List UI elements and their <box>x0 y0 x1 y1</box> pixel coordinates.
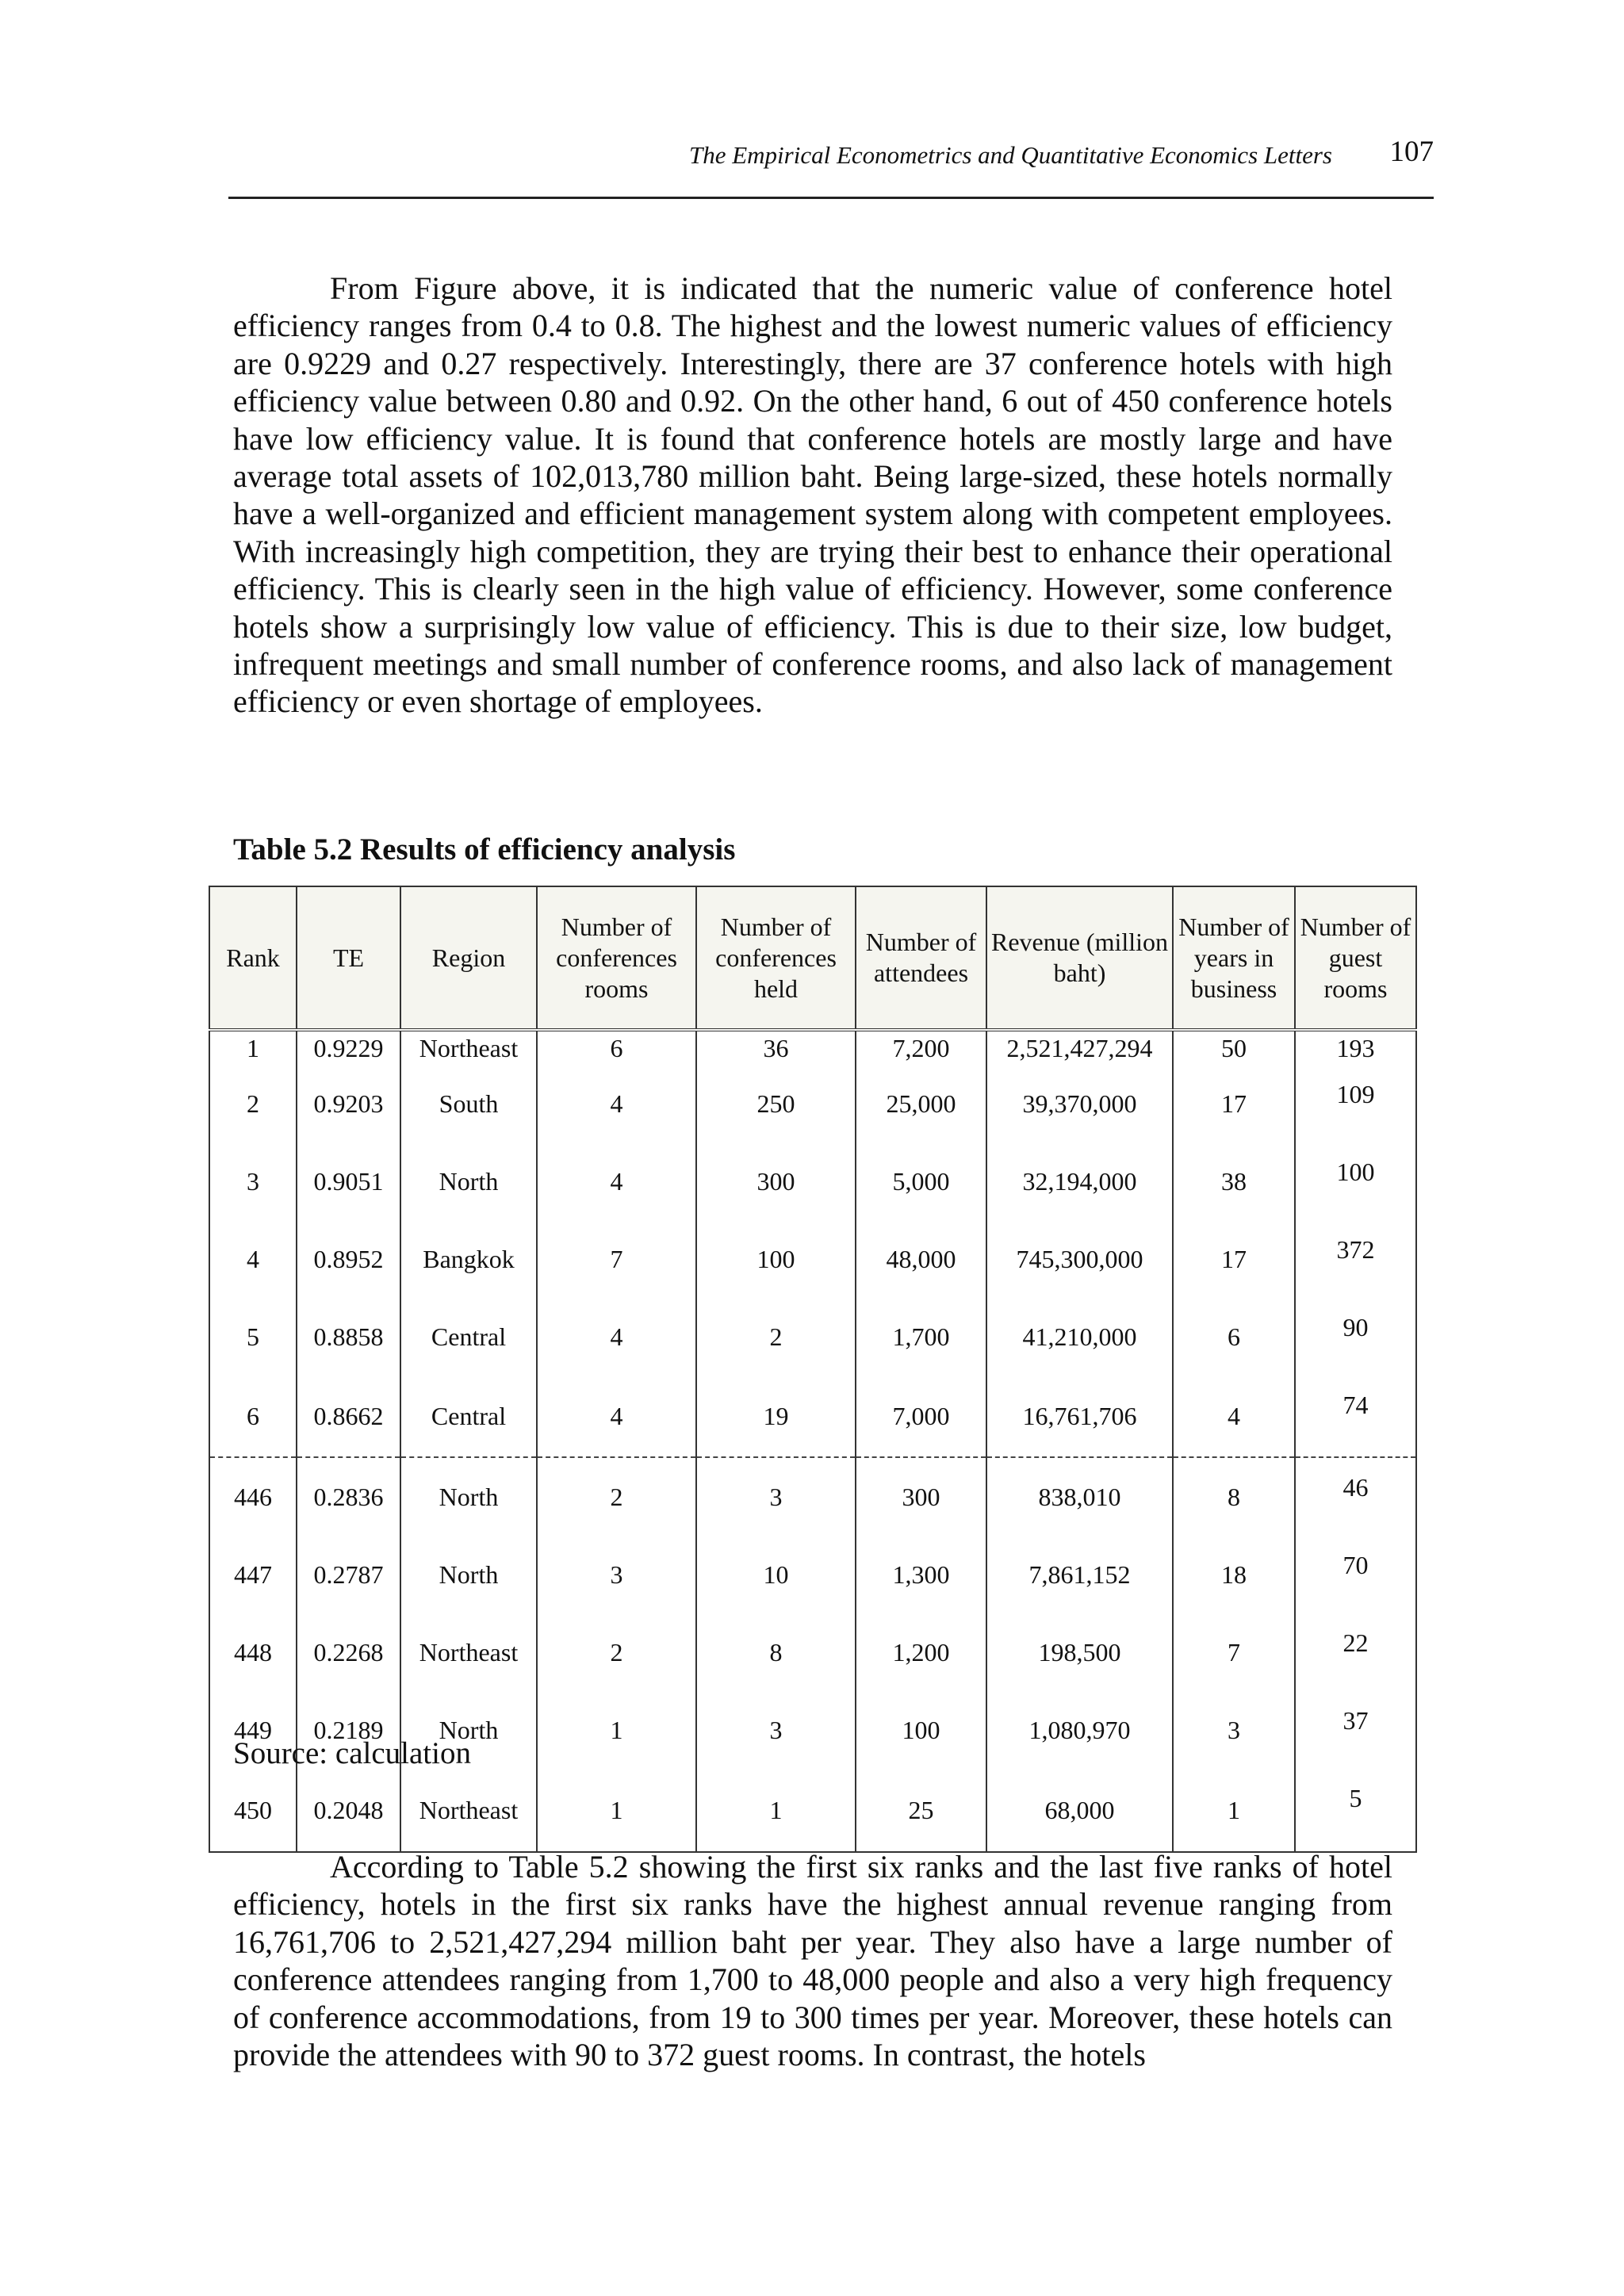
cell-conference-rooms: 4 <box>537 1298 696 1376</box>
cell-region: Northeast <box>400 1613 537 1691</box>
cell-conferences-held: 1 <box>696 1769 856 1852</box>
cell-te: 0.2048 <box>297 1769 400 1852</box>
cell-attendees: 7,000 <box>856 1376 986 1457</box>
cell-te: 0.8952 <box>297 1220 400 1298</box>
table-row <box>209 1065 1416 1142</box>
cell-guest-rooms: 193 <box>1295 1030 1416 1065</box>
cell-revenue: 1,080,970 <box>986 1691 1173 1769</box>
cell-guest-rooms: 46 <box>1295 1457 1416 1536</box>
cell-attendees: 1,300 <box>856 1536 986 1613</box>
cell-conference-rooms: 7 <box>537 1220 696 1298</box>
cell-guest-rooms: 372 <box>1295 1220 1416 1298</box>
cell-te: 0.9203 <box>297 1065 400 1142</box>
cell-conference-rooms: 2 <box>537 1613 696 1691</box>
cell-revenue: 838,010 <box>986 1457 1173 1536</box>
header-rank: Rank <box>209 886 297 1030</box>
header-region: Region <box>400 886 537 1030</box>
cell-years: 50 <box>1173 1030 1295 1065</box>
journal-title: The Empirical Econometrics and Quantitative Economics Letters <box>688 141 1332 169</box>
table-row <box>209 1613 1416 1691</box>
cell-years: 6 <box>1173 1298 1295 1376</box>
table-row <box>209 1536 1416 1613</box>
table-row <box>209 1030 1416 1065</box>
cell-te: 0.2268 <box>297 1613 400 1691</box>
cell-years: 17 <box>1173 1220 1295 1298</box>
table-row <box>209 1142 1416 1220</box>
cell-te: 0.2836 <box>297 1457 400 1536</box>
cell-rank: 4 <box>209 1220 297 1298</box>
cell-guest-rooms: 70 <box>1295 1536 1416 1613</box>
table-source-note: Source: calculation <box>233 1736 471 1770</box>
cell-rank: 446 <box>209 1457 297 1536</box>
cell-rank: 2 <box>209 1065 297 1142</box>
cell-region: Bangkok <box>400 1220 537 1298</box>
cell-revenue: 2,521,427,294 <box>986 1030 1173 1065</box>
header-revenue: Revenue (million baht) <box>986 886 1173 1030</box>
cell-revenue: 745,300,000 <box>986 1220 1173 1298</box>
cell-conferences-held: 19 <box>696 1376 856 1457</box>
cell-years: 1 <box>1173 1769 1295 1852</box>
cell-conferences-held: 300 <box>696 1142 856 1220</box>
header-guest-rooms: Number of guest rooms <box>1295 886 1416 1030</box>
cell-conferences-held: 100 <box>696 1220 856 1298</box>
table-row <box>209 1220 1416 1298</box>
cell-years: 7 <box>1173 1613 1295 1691</box>
cell-conferences-held: 250 <box>696 1065 856 1142</box>
cell-conference-rooms: 2 <box>537 1457 696 1536</box>
cell-years: 8 <box>1173 1457 1295 1536</box>
cell-years: 3 <box>1173 1691 1295 1769</box>
body-paragraph-2: According to Table 5.2 showing the first six ranks and the last five ranks of hotel efficiency, hotels in the first six ranks have the highest annual revenue ranging from 16,761,706 to 2,521,427,294 million baht per year. They also have a large number of conference attendees ranging from 1,700 to 48,000 people and also a very high frequency of conference accommodations, from 19 to 300 times per year. Moreover, these hotels can provide the attendees with 90 to 372 guest rooms. In contrast, the hotels <box>233 1849 1392 2073</box>
header-conference-rooms: Number of conferences rooms <box>537 886 696 1030</box>
cell-attendees: 1,700 <box>856 1298 986 1376</box>
cell-te: 0.9051 <box>297 1142 400 1220</box>
header-attendees: Number of attendees <box>856 886 986 1030</box>
cell-rank: 447 <box>209 1536 297 1613</box>
cell-attendees: 7,200 <box>856 1030 986 1065</box>
cell-revenue: 39,370,000 <box>986 1065 1173 1142</box>
header-years-in-business: Number of years in business <box>1173 886 1295 1030</box>
cell-rank: 449 <box>209 1691 297 1769</box>
cell-te: 0.2189 <box>297 1691 400 1769</box>
cell-attendees: 1,200 <box>856 1613 986 1691</box>
body-paragraph-1: From Figure above, it is indicated that the numeric value of conference hotel efficiency ranges from 0.4 to 0.8. The highest and the lowest numeric values of efficiency are 0.9229 and 0.27 respectively. Interestingly, there are 37 conference hotels with high efficiency value between 0.80 and 0.92. On the other hand, 6 out of 450 conference hotels have low efficiency value. It is found that conference hotels are mostly large and have average total assets of 102,013,780 million baht. Being large-sized, these hotels normally have a well-organized and efficient management system along with competent employees. With increasingly high competition, they are trying their best to enhance their operational efficiency. This is clearly seen in the high value of efficiency. However, some conference hotels show a surprisingly low value of efficiency. This is due to their size, low budget, infrequent meetings and small number of conference rooms, and also lack of management efficiency or even shortage of employees. <box>233 270 1392 720</box>
cell-attendees: 48,000 <box>856 1220 986 1298</box>
efficiency-results-table <box>209 886 1417 1853</box>
cell-attendees: 25 <box>856 1769 986 1852</box>
page-number: 107 <box>1389 136 1434 168</box>
cell-attendees: 100 <box>856 1691 986 1769</box>
cell-attendees: 5,000 <box>856 1142 986 1220</box>
cell-guest-rooms: 109 <box>1295 1065 1416 1142</box>
cell-rank: 1 <box>209 1030 297 1065</box>
cell-region: Northeast <box>400 1030 537 1065</box>
cell-rank: 3 <box>209 1142 297 1220</box>
cell-te: 0.9229 <box>297 1030 400 1065</box>
running-header <box>228 133 1434 199</box>
cell-region: North <box>400 1536 537 1613</box>
table-caption: Table 5.2 Results of efficiency analysis <box>233 832 736 867</box>
cell-region: North <box>400 1457 537 1536</box>
cell-region: Northeast <box>400 1769 537 1852</box>
cell-te: 0.8662 <box>297 1376 400 1457</box>
cell-revenue: 7,861,152 <box>986 1536 1173 1613</box>
cell-te: 0.2787 <box>297 1536 400 1613</box>
cell-region: North <box>400 1691 537 1769</box>
cell-rank: 5 <box>209 1298 297 1376</box>
cell-revenue: 32,194,000 <box>986 1142 1173 1220</box>
cell-conference-rooms: 1 <box>537 1769 696 1852</box>
table-row <box>209 1769 1416 1852</box>
cell-guest-rooms: 100 <box>1295 1142 1416 1220</box>
cell-guest-rooms: 74 <box>1295 1376 1416 1457</box>
header-conferences-held: Number of conferences held <box>696 886 856 1030</box>
cell-region: Central <box>400 1298 537 1376</box>
cell-conferences-held: 3 <box>696 1691 856 1769</box>
cell-guest-rooms: 90 <box>1295 1298 1416 1376</box>
cell-years: 38 <box>1173 1142 1295 1220</box>
table-row <box>209 1457 1416 1536</box>
cell-years: 17 <box>1173 1065 1295 1142</box>
cell-guest-rooms: 5 <box>1295 1769 1416 1852</box>
cell-guest-rooms: 37 <box>1295 1691 1416 1769</box>
cell-te: 0.8858 <box>297 1298 400 1376</box>
cell-conference-rooms: 4 <box>537 1142 696 1220</box>
cell-years: 18 <box>1173 1536 1295 1613</box>
cell-region: Central <box>400 1376 537 1457</box>
table-header-row <box>209 886 1416 1030</box>
cell-revenue: 198,500 <box>986 1613 1173 1691</box>
table-row <box>209 1298 1416 1376</box>
header-te: TE <box>297 886 400 1030</box>
cell-attendees: 300 <box>856 1457 986 1536</box>
cell-conferences-held: 2 <box>696 1298 856 1376</box>
cell-rank: 450 <box>209 1769 297 1852</box>
cell-conference-rooms: 4 <box>537 1376 696 1457</box>
cell-revenue: 41,210,000 <box>986 1298 1173 1376</box>
cell-conferences-held: 8 <box>696 1613 856 1691</box>
cell-conference-rooms: 3 <box>537 1536 696 1613</box>
cell-region: North <box>400 1142 537 1220</box>
cell-conferences-held: 10 <box>696 1536 856 1613</box>
cell-conferences-held: 3 <box>696 1457 856 1536</box>
cell-conference-rooms: 1 <box>537 1691 696 1769</box>
cell-conference-rooms: 6 <box>537 1030 696 1065</box>
cell-conference-rooms: 4 <box>537 1065 696 1142</box>
cell-rank: 448 <box>209 1613 297 1691</box>
cell-revenue: 16,761,706 <box>986 1376 1173 1457</box>
cell-attendees: 25,000 <box>856 1065 986 1142</box>
table-row <box>209 1376 1416 1457</box>
cell-guest-rooms: 22 <box>1295 1613 1416 1691</box>
cell-region: South <box>400 1065 537 1142</box>
cell-conferences-held: 36 <box>696 1030 856 1065</box>
cell-revenue: 68,000 <box>986 1769 1173 1852</box>
cell-rank: 6 <box>209 1376 297 1457</box>
cell-years: 4 <box>1173 1376 1295 1457</box>
